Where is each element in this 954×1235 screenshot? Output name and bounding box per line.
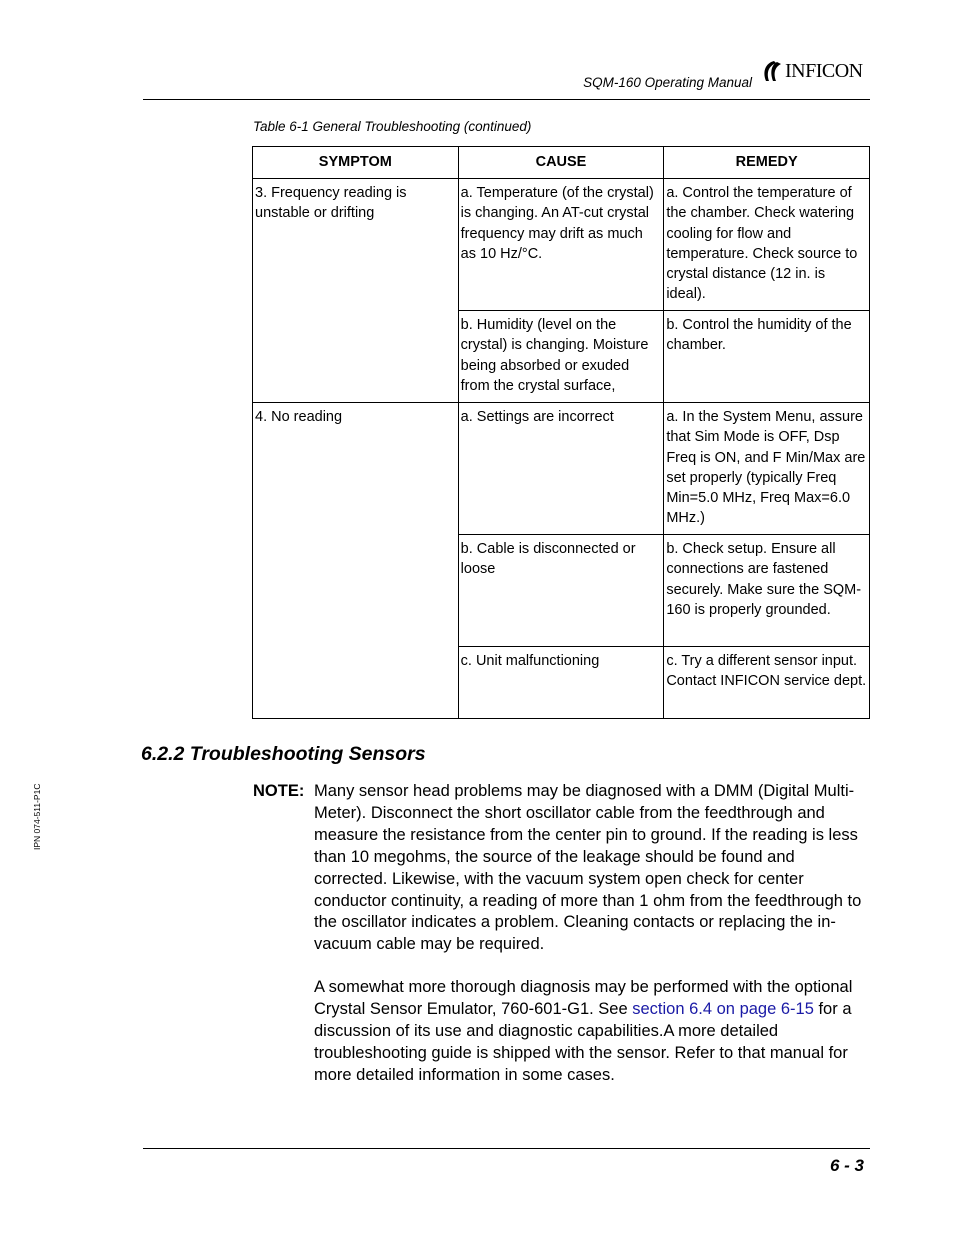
header-remedy: REMEDY: [664, 147, 870, 179]
page-number: 6 - 3: [829, 1156, 864, 1175]
document-code: IPN 074-511-P1C: [32, 783, 42, 850]
para2-text-after: for a discussion of its use and diagnostic capabilities.A more detailed troubleshooting guide is shipped with the sensor. Refer to that manual for more detailed information in some cases.: [314, 999, 852, 1084]
diagnosis-paragraph: [314, 977, 872, 1087]
note-label: NOTE:: [253, 782, 305, 800]
troubleshooting-table: [252, 146, 870, 719]
header-divider: [143, 99, 870, 100]
remedy-cell: c. Try a different sensor input. Contact INFICON service dept.: [664, 647, 870, 719]
table-row: [253, 179, 870, 311]
note-text: Many sensor head problems may be diagnosed with a DMM (Digital Multi-Meter). Disconnect the short oscillator cable from the feedthrough and measure the resistance from the center pin to ground. If the reading is less than 10 megohms, the source of the leakage should be found and corrected. Likewise, with the vacuum system open check for center conductor continuity, a reading of more than 1 ohm from the feedthrough to the oscillator indicates a problem. Cleaning contacts or replacing the in-vacuum cable may be required.: [314, 782, 862, 954]
cause-cell: b. Cable is disconnected or loose: [458, 535, 664, 647]
remedy-cell: b. Control the humidity of the chamber.: [664, 311, 870, 403]
cause-cell: b. Humidity (level on the crystal) is changing. Moisture being absorbed or exuded from the crystal surface,: [458, 311, 664, 403]
symptom-cell: 4. No reading: [253, 403, 459, 719]
manual-title: SQM-160 Operating Manual: [583, 75, 752, 90]
table-header-row: [253, 147, 870, 179]
header-cause: CAUSE: [458, 147, 664, 179]
inficon-logo: [760, 58, 863, 84]
section-heading: 6.2.2 Troubleshooting Sensors: [141, 743, 426, 765]
cause-cell: c. Unit malfunctioning: [458, 647, 664, 719]
symptom-cell: 3. Frequency reading is unstable or drifting: [253, 179, 459, 403]
header-symptom: SYMPTOM: [253, 147, 459, 179]
inficon-logo-icon: [760, 59, 782, 83]
table-caption: Table 6-1 General Troubleshooting (continued): [253, 119, 532, 134]
section-link[interactable]: section 6.4 on page 6-15: [632, 999, 814, 1018]
remedy-cell: a. In the System Menu, assure that Sim Mode is OFF, Dsp Freq is ON, and F Min/Max are set properly (typically Freq Min=5.0 MHz, Freq Max=6.0 MHz.): [664, 403, 870, 535]
para2-text-before: A somewhat more thorough diagnosis may be performed with the optional Crystal Sensor Emulator, 760-601-G1. See: [314, 978, 853, 1018]
footer-divider: [143, 1148, 870, 1149]
remedy-cell: a. Control the temperature of the chamber. Check watering cooling for flow and temperature. Check source to crystal distance (12 in. is ideal).: [664, 179, 870, 311]
brand-name: INFICON: [785, 59, 863, 82]
remedy-cell: b. Check setup. Ensure all connections are fastened securely. Make sure the SQM-160 is properly grounded.: [664, 535, 870, 647]
table-row: [253, 403, 870, 535]
cause-cell: a. Settings are incorrect: [458, 403, 664, 535]
cause-cell: a. Temperature (of the crystal) is changing. An AT-cut crystal frequency may drift as much as 10 Hz/°C.: [458, 179, 664, 311]
